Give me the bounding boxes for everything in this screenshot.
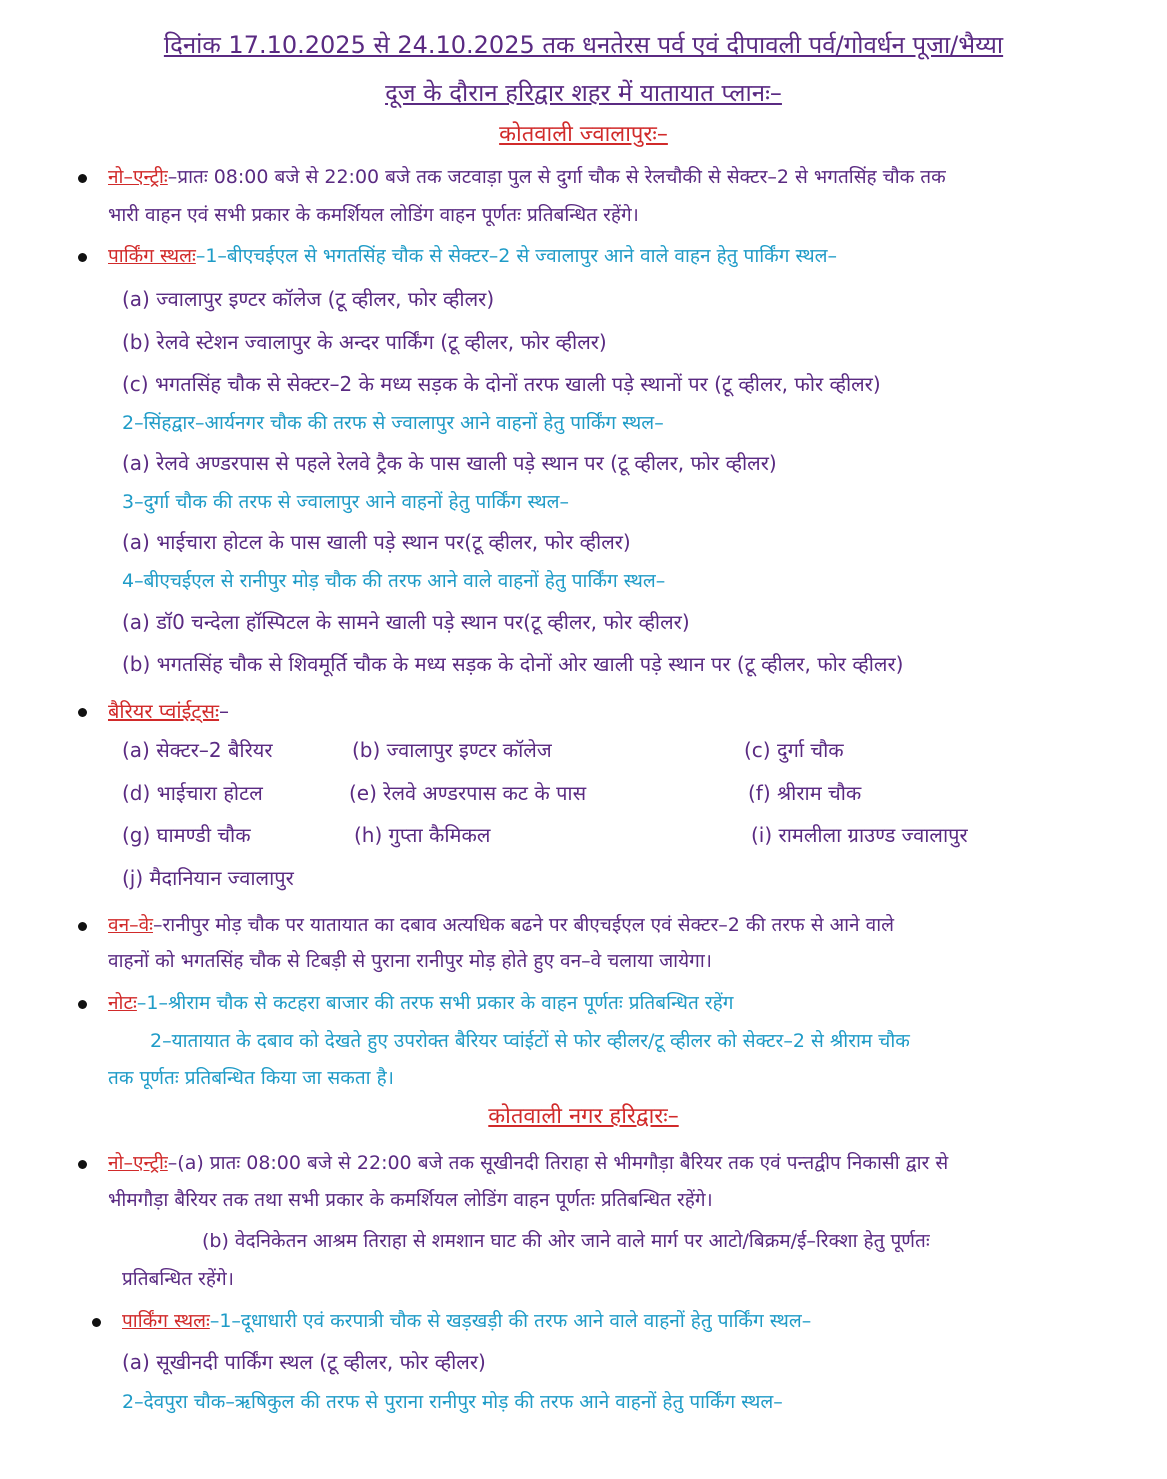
no-entry2-line-3: (b) वेदनिकेतन आश्रम तिराहा से शमशान घाट की ओर जाने वाले मार्ग पर आटो/बिक्रम/ई–रिक्शा हेतु पूर्णतः	[202, 1230, 930, 1252]
bullet-icon	[78, 1000, 87, 1009]
section-title-jwalapur: कोतवाली ज्वालापुरः–	[499, 122, 668, 147]
parking2-label: पार्किंग स्थलः	[122, 1310, 210, 1332]
barrier-row	[122, 778, 1122, 808]
parking-item: (b) रेलवे स्टेशन ज्वालापुर के अन्दर पार्किंग (टू व्हीलर, फोर व्हीलर)	[122, 330, 607, 354]
parking-heading-3: 3–दुर्गा चौक की तरफ से ज्वालापुर आने वाहनों हेतु पार्किंग स्थल–	[122, 491, 569, 513]
barrier-item: (e) रेलवे अण्डरपास कट के पास	[349, 781, 587, 805]
no-entry-label: नो–एन्ट्रीः	[108, 166, 168, 188]
parking-heading-1-text: –1–बीएचईएल से भगतसिंह चौक से सेक्टर–2 से ज्वालापुर आने वाले वाहन हेतु पार्किंग स्थल–	[195, 245, 838, 267]
title-line-2: दूज के दौरान हरिद्वार शहर में यातायात प्लानः–	[385, 79, 782, 107]
barrier-item: (i) रामलीला ग्राउण्ड ज्वालापुर	[751, 823, 968, 847]
oneway-line-2: वाहनों को भगतसिंह चौक से टिबड़ी से पुराना रानीपुर मोड़ होते हुए वन–वे चलाया जायेगा।	[108, 950, 712, 972]
no-entry-line-2: भारी वाहन एवं सभी प्रकार के कमर्शियल लोडिंग वाहन पूर्णतः प्रतिबन्धित रहेंगे।	[108, 204, 639, 226]
no-entry2-line-4: प्रतिबन्धित रहेंगे।	[122, 1268, 234, 1290]
parking-item: (c) भगतसिंह चौक से सेक्टर–2 के मध्य सड़क के दोनों तरफ खाली पड़े स्थानों पर (टू व्हीलर, फोर व्हीलर)	[122, 372, 881, 396]
parking-item: (a) ज्वालापुर इण्टर कॉलेज (टू व्हीलर, फोर व्हीलर)	[122, 287, 495, 311]
no-entry2-label: नो–एन्ट्रीः	[108, 1152, 168, 1174]
note-line-3: तक पूर्णतः प्रतिबन्धित किया जा सकता है।	[108, 1067, 394, 1089]
bullet-icon	[78, 922, 87, 931]
parking-item: (a) भाईचारा होटल के पास खाली पड़े स्थान पर(टू व्हीलर, फोर व्हीलर)	[122, 530, 631, 554]
bullet-icon	[78, 174, 87, 183]
note-line-1	[108, 988, 733, 1018]
barrier-heading	[108, 696, 229, 726]
parking2-heading-1-text: –1–दूधाधारी एवं करपात्री चौक से खड़खड़ी की तरफ आने वाले वाहनों हेतु पार्किंग स्थल–	[209, 1310, 812, 1332]
parking-label: पार्किंग स्थलः	[108, 245, 196, 267]
barrier-row	[122, 863, 1122, 893]
barrier-row	[122, 820, 1122, 850]
parking-heading-4: 4–बीएचईएल से रानीपुर मोड़ चौक की तरफ आने वाले वाहनों हेतु पार्किंग स्थल–	[122, 570, 666, 592]
title-line-1: दिनांक 17.10.2025 से 24.10.2025 तक धनतेरस पर्व एवं दीपावली पर्व/गोवर्धन पूजा/भैय्या	[163, 31, 1004, 59]
parking-item: (b) भगतसिंह चौक से शिवमूर्ति चौक के मध्य सड़क के दोनों ओर खाली पड़े स्थान पर (टू व्हीलर, फोर व्हीलर)	[122, 652, 904, 676]
barrier-item: (d) भाईचारा होटल	[122, 781, 263, 805]
parking-item: (a) रेलवे अण्डरपास से पहले रेलवे ट्रैक के पास खाली पड़े स्थान पर (टू व्हीलर, फोर व्हीलर)	[122, 451, 777, 475]
barrier-item: (j) मैदानियान ज्वालापुर	[122, 866, 294, 890]
bullet-icon	[78, 253, 87, 262]
barrier-item: (b) ज्वालापुर इण्टर कॉलेज	[352, 738, 552, 762]
barrier-item: (a) सेक्टर–2 बैरियर	[122, 738, 273, 762]
no-entry2-text: –(a) प्रातः 08:00 बजे से 22:00 बजे तक सूखीनदी तिराहा से भीमगौड़ा बैरियर तक एवं पन्तद्वीप निकासी द्वार से	[167, 1152, 949, 1174]
bullet-icon	[78, 1160, 87, 1169]
note-label: नोटः	[108, 992, 137, 1014]
parking-heading-2: 2–सिंहद्वार–आर्यनगर चौक की तरफ से ज्वालापुर आने वाहनों हेतु पार्किंग स्थल–	[122, 412, 664, 434]
note-line-2: 2–यातायात के दबाव को देखते हुए उपरोक्त बैरियर प्वांईटों से फोर व्हीलर/टू व्हीलर को सेक्टर–2 से श्रीराम चौक	[150, 1030, 910, 1052]
oneway-line-1	[108, 910, 894, 940]
parking2-heading-2: 2–देवपुरा चौक–ऋषिकुल की तरफ से पुराना रानीपुर मोड़ की तरफ आने वाहनों हेतु पार्किंग स्थल–	[122, 1391, 783, 1413]
no-entry-line-1	[108, 162, 946, 192]
section-title-nagar-haridwar: कोतवाली नगर हरिद्वारः–	[488, 1104, 679, 1129]
bullet-icon	[92, 1318, 101, 1327]
note-text: –1–श्रीराम चौक से कटहरा बाजार की तरफ सभी प्रकार के वाहन पूर्णतः प्रतिबन्धित रहेंग	[136, 992, 734, 1014]
oneway-text: –रानीपुर मोड़ चौक पर यातायात का दबाव अत्यधिक बढने पर बीएचईएल एवं सेक्टर–2 की तरफ से आने वाले	[153, 914, 894, 936]
barrier-item: (c) दुर्गा चौक	[744, 738, 844, 762]
oneway-label: वन–वेः	[108, 914, 154, 936]
parking2-heading-1	[122, 1306, 811, 1336]
barrier-row	[122, 735, 1122, 765]
barrier-item: (f) श्रीराम चौक	[748, 781, 862, 805]
no-entry2-line-1	[108, 1148, 948, 1178]
parking2-item: (a) सूखीनदी पार्किंग स्थल (टू व्हीलर, फोर व्हीलर)	[122, 1350, 486, 1374]
no-entry-text: –प्रातः 08:00 बजे से 22:00 बजे तक जटवाड़ा पुल से दुर्गा चौक से रेलचौकी से सेक्टर–2 से भगतसिंह चौक तक	[167, 166, 946, 188]
barrier-suffix: –	[219, 699, 230, 723]
bullet-icon	[78, 708, 87, 717]
barrier-item: (h) गुप्ता कैमिकल	[354, 823, 491, 847]
no-entry2-line-2: भीमगौड़ा बैरियर तक तथा सभी प्रकार के कमर्शियल लोडिंग वाहन पूर्णतः प्रतिबन्धित रहेंगे।	[108, 1189, 713, 1211]
barrier-item: (g) घामण्डी चौक	[122, 823, 251, 847]
barrier-label: बैरियर प्वांईट्सः	[108, 699, 220, 723]
parking-item: (a) डॉ0 चन्देला हॉस्पिटल के सामने खाली पड़े स्थान पर(टू व्हीलर, फोर व्हीलर)	[122, 610, 690, 634]
parking-heading-1	[108, 241, 837, 271]
